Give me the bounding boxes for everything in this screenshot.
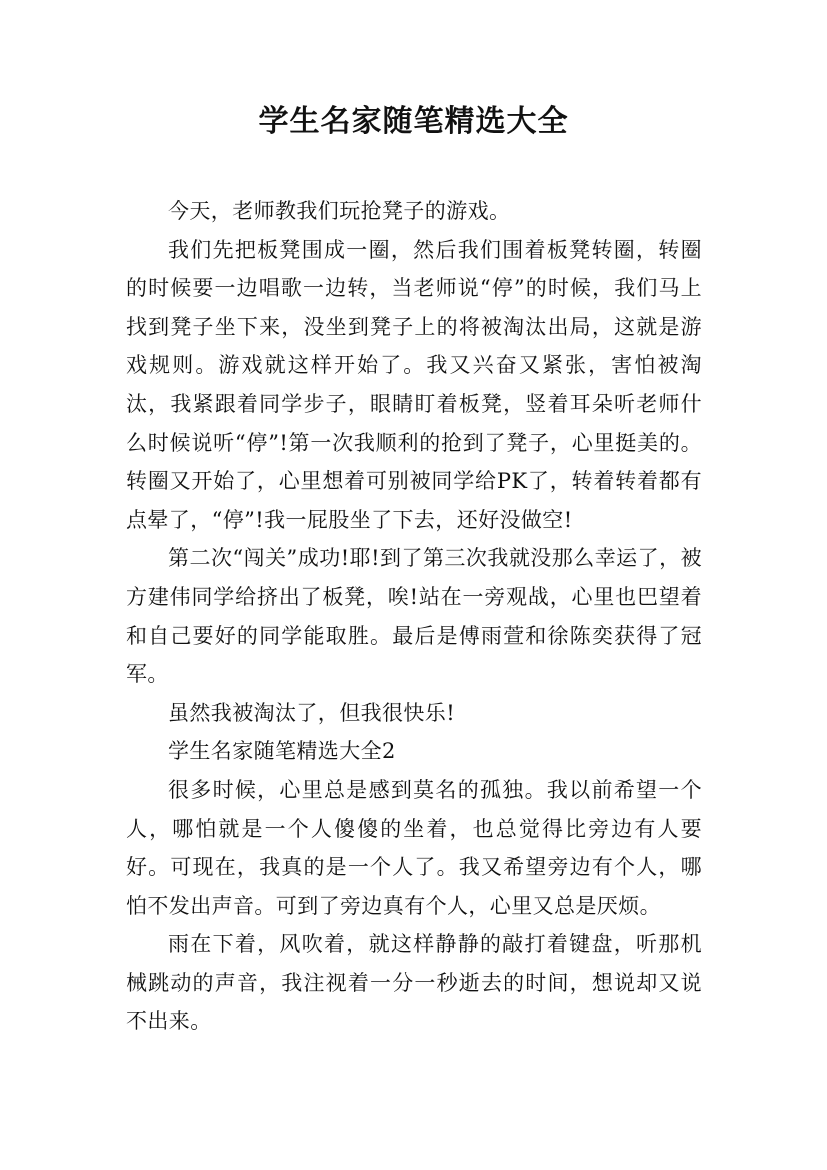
paragraph-6: 很多时候，心里总是感到莫名的孤独。我以前希望一个人，哪怕就是一个人傻傻的坐着，也总觉得比旁边有人要好。可现在，我真的是一个人了。我又希望旁边有个人，哪怕不发出声音。可到了旁边真有个人，心里又总是厌烦。	[126, 777, 702, 918]
section-heading-2: 学生名家随笔精选大全2	[168, 739, 396, 764]
document-body	[126, 192, 702, 1041]
paragraph-7: 雨在下着，风吹着，就这样静静的敲打着键盘，听那机械跳动的声音，我注视着一分一秒逝去的时间，想说却又说不出来。	[126, 932, 702, 1034]
document-title: 学生名家随笔精选大全	[258, 104, 569, 139]
paragraph-1: 今天，老师教我们玩抢凳子的游戏。	[168, 199, 511, 223]
paragraph-3: 第二次“闯关”成功!耶!到了第三次我就没那么幸运了，被方建伟同学给挤出了板凳，唉!站在一旁观战，心里也巴望着和自己要好的同学能取胜。最后是傅雨萱和徐陈奕获得了冠军。	[126, 546, 702, 687]
paragraph-2: 我们先把板凳围成一圈，然后我们围着板凳转圈，转圈的时候要一边唱歌一边转，当老师说“停”的时候，我们马上找到凳子坐下来，没坐到凳子上的将被淘汰出局，这就是游戏规则。游戏就这样开始了。我又兴奋又紧张，害怕被淘汰，我紧跟着同学步子，眼睛盯着板凳，竖着耳朵听老师什么时候说听“停”!第一次我顺利的抢到了凳子，心里挺美的。转圈又开始了，心里想着可别被同学给PK了，转着转着都有点晕了，“停”!我一屁股坐了下去，还好没做空!	[126, 237, 702, 532]
paragraph-4: 虽然我被淘汰了，但我很快乐!	[168, 700, 456, 725]
